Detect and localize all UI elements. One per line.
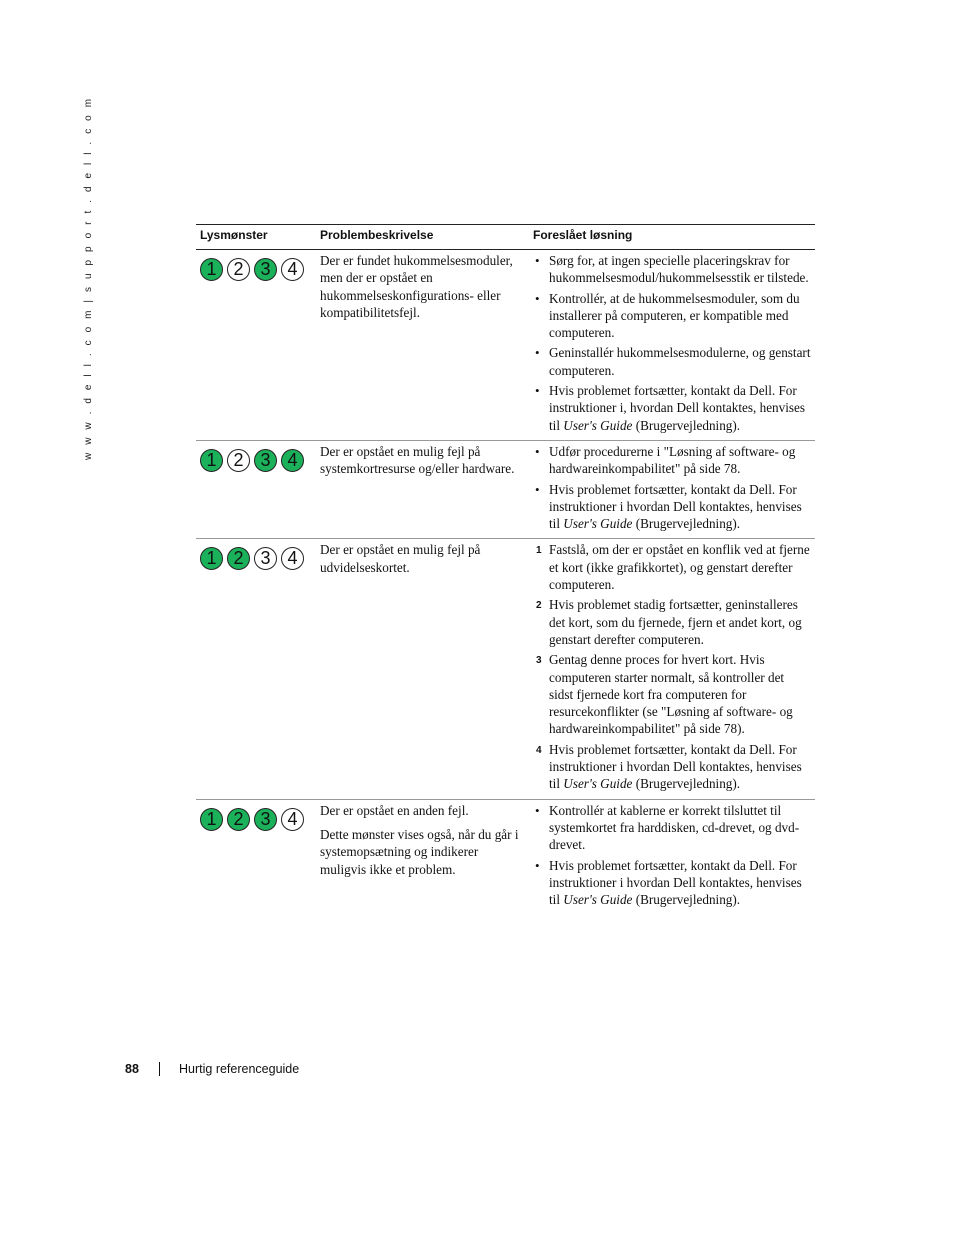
solution-item	[533, 344, 811, 379]
header-problem-description: Problembeskrivelse	[316, 225, 529, 250]
solution-item	[533, 443, 811, 478]
problem-description-text: Der er opstået en anden fejl.	[320, 802, 469, 818]
diagnostic-light-3-icon: 3	[254, 808, 277, 831]
diagnostic-light-2-icon: 2	[227, 547, 250, 570]
solution-text: Hvis problemet fortsætter, kontakt da Dell. For instruktioner i, hvordan Dell kontaktes, henvises til User's Guide (Brugervejledning).	[549, 383, 806, 433]
diagnostic-light-1-icon: 1	[200, 449, 223, 472]
page-number: 88	[125, 1062, 139, 1076]
solution-text: Geninstallér hukommelsesmodulerne, og genstart computeren.	[549, 345, 811, 378]
solution-item	[533, 596, 811, 648]
diagnostic-lights	[200, 541, 312, 570]
light-pattern-cell	[196, 440, 316, 538]
page-footer	[125, 1062, 299, 1076]
step-number: 3	[536, 655, 542, 667]
solution-text: Hvis problemet fortsætter, kontakt da Dell. For instruktioner i hvordan Dell kontaktes, henvises til User's Guide (Brugervejledning).	[549, 857, 802, 908]
solution-text: Sørg for, at ingen specielle placeringskrav for hukommelsesmodul/hukommelsesstik er tilstede.	[549, 253, 809, 286]
footer-title: Hurtig referenceguide	[179, 1062, 300, 1076]
diagnostic-light-4-icon: 4	[281, 258, 304, 281]
table-header-row	[196, 225, 815, 250]
diagnostic-light-1-icon: 1	[200, 547, 223, 570]
suggested-solution-cell	[529, 440, 815, 538]
diagnostic-lights	[200, 443, 312, 472]
problem-description-text: Der er opstået en mulig fejl på systemkortresurse og/eller hardware.	[320, 443, 515, 477]
solution-list	[533, 252, 811, 434]
light-pattern-cell	[196, 799, 316, 914]
header-light-pattern: Lysmønster	[196, 225, 316, 250]
solution-text: Udfør procedurerne i "Løsning af software- og hardwareinkompabilitet" på side 78.	[549, 443, 796, 477]
step-number: 4	[536, 744, 542, 756]
suggested-solution-cell	[529, 539, 815, 799]
diagnostic-light-3-icon: 3	[254, 547, 277, 570]
light-pattern-cell	[196, 250, 316, 441]
suggested-solution-cell	[529, 250, 815, 441]
solution-text: Gentag denne proces for hvert kort. Hvis computeren starter normalt, så kontroller det sidst fjernede kort fra computeren for resurcekonflikter (se "Løsning af software- og hardwareinkompabilitet" på side 78).	[549, 652, 793, 737]
solution-item	[533, 252, 811, 287]
solution-text: Kontrollér, at de hukommelsesmoduler, som du installerer på computeren, er kompatible med computeren.	[549, 290, 800, 341]
diagnostic-light-1-icon: 1	[200, 808, 223, 831]
solution-item	[533, 541, 811, 593]
solution-item	[533, 651, 811, 737]
solution-item	[533, 382, 811, 434]
problem-description-text: Der er fundet hukommelsesmoduler, men der er opstået en hukommelseskonfigurations- eller kompatibilitetsfejl.	[320, 253, 513, 320]
diagnostic-lights	[200, 252, 312, 281]
table-row	[196, 250, 815, 441]
diagnostic-light-4-icon: 4	[281, 808, 304, 831]
problem-description-cell	[316, 799, 529, 914]
problem-description-text: Der er opstået en mulig fejl på udvidelseskortet.	[320, 542, 481, 575]
problem-description-cell	[316, 250, 529, 441]
solution-text: Hvis problemet fortsætter, kontakt da Dell. For instruktioner i hvordan Dell kontaktes, henvises til User's Guide (Brugervejledning).	[549, 741, 802, 792]
diagnostic-light-2-icon: 2	[227, 449, 250, 472]
light-pattern-cell	[196, 539, 316, 799]
diagnostic-light-4-icon: 4	[281, 547, 304, 570]
solution-item	[533, 290, 811, 342]
suggested-solution-cell	[529, 799, 815, 914]
table-row	[196, 440, 815, 538]
table-row	[196, 799, 815, 914]
solution-text: Hvis problemet fortsætter, kontakt da Dell. For instruktioner i hvordan Dell kontaktes, henvises til User's Guide (Brugervejledning).	[549, 481, 802, 532]
diagnostic-light-2-icon: 2	[227, 808, 250, 831]
solution-list	[533, 802, 811, 909]
solution-item	[533, 857, 811, 909]
solution-text: Fastslå, om der er opstået en konflik ved at fjerne et kort (ikke grafikkortet), og genstart derefter computeren.	[549, 542, 810, 593]
header-suggested-solution: Foreslået løsning	[529, 225, 815, 250]
table-row	[196, 539, 815, 799]
solution-text: Kontrollér at kablerne er korrekt tilsluttet til systemkortet fra harddisken, cd-drevet, og dvd-drevet.	[549, 802, 800, 853]
diagnostic-lights-table	[196, 224, 815, 914]
side-url: w w w . d e l l . c o m | s u p p o r t . d e l l . c o m	[83, 96, 94, 460]
solution-item	[533, 802, 811, 854]
problem-description-text: Dette mønster vises også, når du går i systemopsætning og indikerer muligvis ikke et problem.	[320, 826, 519, 877]
diagnostic-light-2-icon: 2	[227, 258, 250, 281]
diagnostic-light-1-icon: 1	[200, 258, 223, 281]
problem-description-cell	[316, 539, 529, 799]
problem-description-cell	[316, 440, 529, 538]
solution-item	[533, 741, 811, 793]
step-number: 1	[536, 545, 542, 557]
diagnostic-light-4-icon: 4	[281, 449, 304, 472]
footer-separator	[159, 1062, 160, 1076]
solution-list	[533, 541, 811, 792]
diagnostic-light-3-icon: 3	[254, 449, 277, 472]
solution-text: Hvis problemet stadig fortsætter, geninstalleres det kort, som du fjernede, fjern et andet kort, og genstart derefter computeren.	[549, 597, 802, 647]
diagnostic-lights	[200, 802, 312, 831]
diagnostic-light-3-icon: 3	[254, 258, 277, 281]
step-number: 2	[536, 600, 542, 612]
solution-item	[533, 481, 811, 533]
solution-list	[533, 443, 811, 532]
